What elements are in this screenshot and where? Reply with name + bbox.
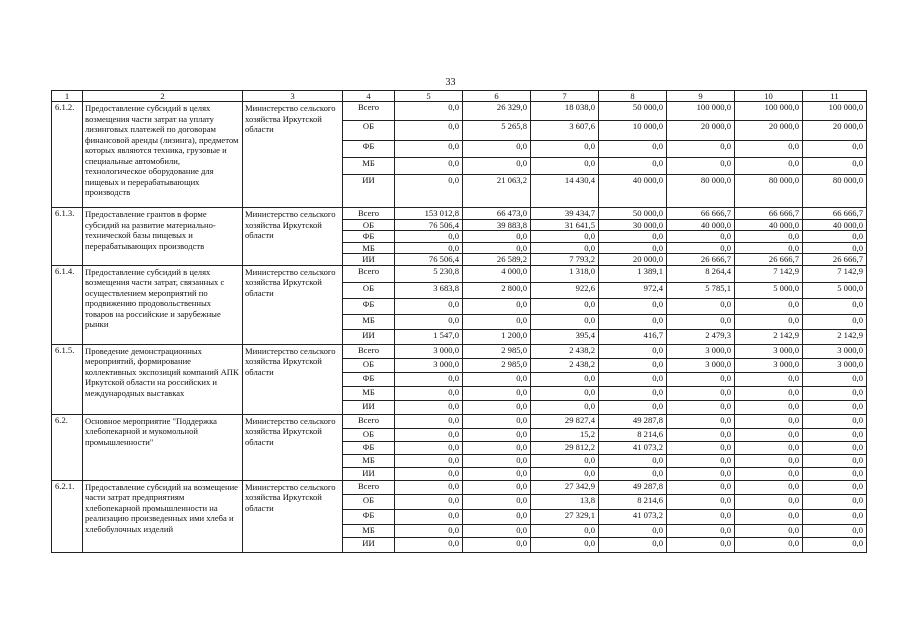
amount-cell: 0,0 bbox=[735, 480, 803, 494]
amount-cell: 0,0 bbox=[803, 298, 867, 314]
amount-cell: 0,0 bbox=[599, 344, 667, 358]
amount-cell: 0,0 bbox=[463, 158, 531, 175]
responsible-agency: Министерство сельского хозяйства Иркутской области bbox=[243, 208, 343, 265]
amount-cell: 3 000,0 bbox=[395, 358, 463, 372]
amount-cell: 0,0 bbox=[395, 121, 463, 141]
funding-source: Всего bbox=[343, 344, 395, 358]
amount-cell: 0,0 bbox=[463, 414, 531, 428]
amount-cell: 39 883,8 bbox=[463, 219, 531, 230]
amount-cell: 13,8 bbox=[531, 494, 599, 509]
amount-cell: 0,0 bbox=[667, 158, 735, 175]
amount-cell: 0,0 bbox=[531, 386, 599, 400]
amount-cell: 7 142,9 bbox=[735, 265, 803, 282]
funding-source: ИИ bbox=[343, 254, 395, 265]
amount-cell: 0,0 bbox=[531, 242, 599, 253]
funding-source: Всего bbox=[343, 265, 395, 282]
amount-cell: 0,0 bbox=[735, 494, 803, 509]
amount-cell: 0,0 bbox=[395, 414, 463, 428]
column-header: 2 bbox=[83, 91, 243, 102]
amount-cell: 0,0 bbox=[735, 414, 803, 428]
amount-cell: 0,0 bbox=[667, 494, 735, 509]
amount-cell: 0,0 bbox=[463, 467, 531, 480]
amount-cell: 3 000,0 bbox=[735, 344, 803, 358]
amount-cell: 3 607,6 bbox=[531, 121, 599, 141]
amount-cell: 76 506,4 bbox=[395, 254, 463, 265]
amount-cell: 41 073,2 bbox=[599, 509, 667, 524]
amount-cell: 2 479,3 bbox=[667, 329, 735, 344]
amount-cell: 0,0 bbox=[735, 537, 803, 552]
amount-cell: 8 214,6 bbox=[599, 428, 667, 441]
amount-cell: 0,0 bbox=[803, 231, 867, 242]
column-header: 4 bbox=[343, 91, 395, 102]
amount-cell: 29 812,2 bbox=[531, 441, 599, 454]
amount-cell: 2 438,2 bbox=[531, 344, 599, 358]
amount-cell: 0,0 bbox=[395, 454, 463, 467]
funding-source: ОБ bbox=[343, 282, 395, 298]
amount-cell: 2 800,0 bbox=[463, 282, 531, 298]
amount-cell: 0,0 bbox=[803, 372, 867, 386]
amount-cell: 5 000,0 bbox=[803, 282, 867, 298]
amount-cell: 0,0 bbox=[803, 428, 867, 441]
amount-cell: 0,0 bbox=[395, 102, 463, 121]
column-header: 5 bbox=[395, 91, 463, 102]
responsible-agency: Министерство сельского хозяйства Иркутской области bbox=[243, 480, 343, 552]
funding-source: МБ bbox=[343, 524, 395, 537]
amount-cell: 0,0 bbox=[667, 509, 735, 524]
amount-cell: 0,0 bbox=[599, 454, 667, 467]
amount-cell: 0,0 bbox=[735, 298, 803, 314]
amount-cell: 0,0 bbox=[803, 524, 867, 537]
amount-cell: 1 389,1 bbox=[599, 265, 667, 282]
measure-name: Предоставление субсидий на возмещение части затрат предприятиям хлебопекарной промышленности на реализацию произведенных ими хлеба и хлебобулочных изделий bbox=[83, 480, 243, 552]
amount-cell: 2 142,9 bbox=[803, 329, 867, 344]
amount-cell: 30 000,0 bbox=[599, 219, 667, 230]
amount-cell: 2 142,9 bbox=[735, 329, 803, 344]
funding-source: Всего bbox=[343, 414, 395, 428]
responsible-agency: Министерство сельского хозяйства Иркутской области bbox=[243, 414, 343, 480]
column-header: 8 bbox=[599, 91, 667, 102]
amount-cell: 5 230,8 bbox=[395, 265, 463, 282]
column-header: 3 bbox=[243, 91, 343, 102]
column-header: 9 bbox=[667, 91, 735, 102]
amount-cell: 3 000,0 bbox=[735, 358, 803, 372]
measure-code: 6.1.2. bbox=[52, 102, 83, 208]
amount-cell: 27 342,9 bbox=[531, 480, 599, 494]
amount-cell: 100 000,0 bbox=[803, 102, 867, 121]
responsible-agency: Министерство сельского хозяйства Иркутской области bbox=[243, 265, 343, 344]
amount-cell: 26 589,2 bbox=[463, 254, 531, 265]
funding-source: ИИ bbox=[343, 329, 395, 344]
measure-name: Предоставление субсидий в целях возмещения части затрат, связанных с осуществлением мероприятий по продвижению продовольственных товаров на российские и зарубежные рынки bbox=[83, 265, 243, 344]
amount-cell: 0,0 bbox=[667, 242, 735, 253]
amount-cell: 0,0 bbox=[803, 494, 867, 509]
amount-cell: 0,0 bbox=[667, 400, 735, 414]
funding-source: ФБ bbox=[343, 298, 395, 314]
table-row bbox=[52, 102, 867, 121]
amount-cell: 0,0 bbox=[803, 537, 867, 552]
amount-cell: 80 000,0 bbox=[803, 175, 867, 208]
amount-cell: 18 038,0 bbox=[531, 102, 599, 121]
amount-cell: 20 000,0 bbox=[599, 254, 667, 265]
amount-cell: 0,0 bbox=[395, 400, 463, 414]
amount-cell: 3 000,0 bbox=[667, 358, 735, 372]
amount-cell: 2 985,0 bbox=[463, 344, 531, 358]
funding-source: ИИ bbox=[343, 537, 395, 552]
amount-cell: 26 329,0 bbox=[463, 102, 531, 121]
amount-cell: 0,0 bbox=[463, 242, 531, 253]
amount-cell: 0,0 bbox=[803, 480, 867, 494]
amount-cell: 49 287,8 bbox=[599, 480, 667, 494]
measure-code: 6.2.1. bbox=[52, 480, 83, 552]
amount-cell: 0,0 bbox=[735, 158, 803, 175]
amount-cell: 0,0 bbox=[667, 454, 735, 467]
amount-cell: 0,0 bbox=[599, 537, 667, 552]
amount-cell: 0,0 bbox=[463, 400, 531, 414]
amount-cell: 76 506,4 bbox=[395, 219, 463, 230]
amount-cell: 0,0 bbox=[667, 386, 735, 400]
amount-cell: 15,2 bbox=[531, 428, 599, 441]
amount-cell: 66 666,7 bbox=[735, 208, 803, 219]
amount-cell: 14 430,4 bbox=[531, 175, 599, 208]
amount-cell: 0,0 bbox=[531, 298, 599, 314]
table-row bbox=[52, 414, 867, 428]
header-row bbox=[52, 91, 867, 102]
funding-source: ФБ bbox=[343, 231, 395, 242]
measure-name: Предоставление грантов в форме субсидий на развитие материально-технической базы пищевых и перерабатывающих производств bbox=[83, 208, 243, 265]
amount-cell: 100 000,0 bbox=[735, 102, 803, 121]
amount-cell: 40 000,0 bbox=[735, 219, 803, 230]
amount-cell: 10 000,0 bbox=[599, 121, 667, 141]
amount-cell: 39 434,7 bbox=[531, 208, 599, 219]
amount-cell: 0,0 bbox=[395, 467, 463, 480]
amount-cell: 0,0 bbox=[735, 467, 803, 480]
amount-cell: 3 683,8 bbox=[395, 282, 463, 298]
amount-cell: 0,0 bbox=[667, 428, 735, 441]
amount-cell: 0,0 bbox=[463, 509, 531, 524]
amount-cell: 0,0 bbox=[531, 537, 599, 552]
amount-cell: 0,0 bbox=[667, 372, 735, 386]
funding-source: ФБ bbox=[343, 372, 395, 386]
amount-cell: 0,0 bbox=[599, 141, 667, 158]
amount-cell: 0,0 bbox=[395, 242, 463, 253]
amount-cell: 20 000,0 bbox=[735, 121, 803, 141]
amount-cell: 0,0 bbox=[735, 441, 803, 454]
amount-cell: 80 000,0 bbox=[667, 175, 735, 208]
amount-cell: 0,0 bbox=[599, 314, 667, 329]
amount-cell: 3 000,0 bbox=[667, 344, 735, 358]
funding-source: ИИ bbox=[343, 175, 395, 208]
amount-cell: 0,0 bbox=[599, 298, 667, 314]
amount-cell: 0,0 bbox=[667, 231, 735, 242]
measure-name: Предоставление субсидий в целях возмещения части затрат на уплату лизинговых платежей по договорам финансовой аренды (лизинга), предметом которых являются техника, грузовые и специальные автомобили, технологическое оборудование для пищевых и перерабатывающих производств bbox=[83, 102, 243, 208]
amount-cell: 0,0 bbox=[735, 372, 803, 386]
column-header: 1 bbox=[52, 91, 83, 102]
measure-code: 6.1.4. bbox=[52, 265, 83, 344]
amount-cell: 5 000,0 bbox=[735, 282, 803, 298]
amount-cell: 0,0 bbox=[667, 141, 735, 158]
amount-cell: 0,0 bbox=[735, 428, 803, 441]
responsible-agency: Министерство сельского хозяйства Иркутской области bbox=[243, 102, 343, 208]
amount-cell: 40 000,0 bbox=[667, 219, 735, 230]
amount-cell: 0,0 bbox=[463, 480, 531, 494]
measure-code: 6.1.5. bbox=[52, 344, 83, 414]
amount-cell: 153 012,8 bbox=[395, 208, 463, 219]
amount-cell: 21 063,2 bbox=[463, 175, 531, 208]
program-funding-table bbox=[51, 90, 867, 553]
amount-cell: 0,0 bbox=[667, 537, 735, 552]
amount-cell: 3 000,0 bbox=[803, 344, 867, 358]
amount-cell: 0,0 bbox=[463, 141, 531, 158]
amount-cell: 0,0 bbox=[531, 372, 599, 386]
funding-source: Всего bbox=[343, 102, 395, 121]
amount-cell: 20 000,0 bbox=[803, 121, 867, 141]
amount-cell: 0,0 bbox=[667, 414, 735, 428]
table-row bbox=[52, 344, 867, 358]
amount-cell: 0,0 bbox=[395, 494, 463, 509]
amount-cell: 0,0 bbox=[667, 467, 735, 480]
amount-cell: 26 666,7 bbox=[803, 254, 867, 265]
amount-cell: 0,0 bbox=[599, 231, 667, 242]
amount-cell: 0,0 bbox=[735, 242, 803, 253]
page-number: 33 bbox=[445, 77, 456, 88]
amount-cell: 0,0 bbox=[599, 400, 667, 414]
amount-cell: 0,0 bbox=[667, 298, 735, 314]
amount-cell: 0,0 bbox=[735, 509, 803, 524]
amount-cell: 0,0 bbox=[463, 386, 531, 400]
amount-cell: 49 287,8 bbox=[599, 414, 667, 428]
amount-cell: 40 000,0 bbox=[803, 219, 867, 230]
funding-source: МБ bbox=[343, 158, 395, 175]
amount-cell: 0,0 bbox=[599, 372, 667, 386]
amount-cell: 41 073,2 bbox=[599, 441, 667, 454]
amount-cell: 0,0 bbox=[531, 141, 599, 158]
amount-cell: 2 438,2 bbox=[531, 358, 599, 372]
funding-source: ОБ bbox=[343, 494, 395, 509]
amount-cell: 0,0 bbox=[803, 454, 867, 467]
amount-cell: 0,0 bbox=[599, 158, 667, 175]
amount-cell: 0,0 bbox=[735, 141, 803, 158]
amount-cell: 0,0 bbox=[803, 386, 867, 400]
amount-cell: 922,6 bbox=[531, 282, 599, 298]
amount-cell: 0,0 bbox=[531, 158, 599, 175]
amount-cell: 66 666,7 bbox=[667, 208, 735, 219]
amount-cell: 31 641,5 bbox=[531, 219, 599, 230]
funding-source: ИИ bbox=[343, 467, 395, 480]
amount-cell: 26 666,7 bbox=[667, 254, 735, 265]
amount-cell: 0,0 bbox=[667, 524, 735, 537]
amount-cell: 0,0 bbox=[599, 242, 667, 253]
column-header: 7 bbox=[531, 91, 599, 102]
funding-source: ФБ bbox=[343, 441, 395, 454]
amount-cell: 0,0 bbox=[735, 386, 803, 400]
amount-cell: 0,0 bbox=[395, 298, 463, 314]
amount-cell: 0,0 bbox=[803, 158, 867, 175]
funding-source: ОБ bbox=[343, 428, 395, 441]
funding-source: ОБ bbox=[343, 121, 395, 141]
funding-source: МБ bbox=[343, 386, 395, 400]
column-header: 6 bbox=[463, 91, 531, 102]
amount-cell: 1 200,0 bbox=[463, 329, 531, 344]
amount-cell: 50 000,0 bbox=[599, 208, 667, 219]
amount-cell: 0,0 bbox=[803, 441, 867, 454]
amount-cell: 0,0 bbox=[395, 372, 463, 386]
amount-cell: 0,0 bbox=[735, 524, 803, 537]
amount-cell: 0,0 bbox=[531, 314, 599, 329]
table-row bbox=[52, 480, 867, 494]
amount-cell: 29 827,4 bbox=[531, 414, 599, 428]
column-header: 10 bbox=[735, 91, 803, 102]
amount-cell: 0,0 bbox=[463, 372, 531, 386]
amount-cell: 0,0 bbox=[803, 414, 867, 428]
amount-cell: 0,0 bbox=[803, 141, 867, 158]
amount-cell: 0,0 bbox=[599, 467, 667, 480]
amount-cell: 0,0 bbox=[531, 467, 599, 480]
funding-source: ОБ bbox=[343, 358, 395, 372]
amount-cell: 26 666,7 bbox=[735, 254, 803, 265]
amount-cell: 0,0 bbox=[531, 454, 599, 467]
amount-cell: 0,0 bbox=[395, 175, 463, 208]
amount-cell: 5 785,1 bbox=[667, 282, 735, 298]
amount-cell: 3 000,0 bbox=[395, 344, 463, 358]
amount-cell: 0,0 bbox=[735, 400, 803, 414]
amount-cell: 20 000,0 bbox=[667, 121, 735, 141]
funding-source: ИИ bbox=[343, 400, 395, 414]
amount-cell: 0,0 bbox=[395, 158, 463, 175]
amount-cell: 395,4 bbox=[531, 329, 599, 344]
amount-cell: 0,0 bbox=[395, 524, 463, 537]
funding-source: МБ bbox=[343, 314, 395, 329]
amount-cell: 0,0 bbox=[667, 441, 735, 454]
amount-cell: 0,0 bbox=[463, 441, 531, 454]
amount-cell: 0,0 bbox=[599, 524, 667, 537]
funding-source: МБ bbox=[343, 454, 395, 467]
amount-cell: 66 666,7 bbox=[803, 208, 867, 219]
amount-cell: 66 473,0 bbox=[463, 208, 531, 219]
measure-name: Основное мероприятие "Поддержка хлебопекарной и мукомольной промышленности" bbox=[83, 414, 243, 480]
amount-cell: 0,0 bbox=[735, 314, 803, 329]
amount-cell: 80 000,0 bbox=[735, 175, 803, 208]
amount-cell: 0,0 bbox=[531, 231, 599, 242]
amount-cell: 0,0 bbox=[395, 509, 463, 524]
amount-cell: 0,0 bbox=[531, 524, 599, 537]
amount-cell: 27 329,1 bbox=[531, 509, 599, 524]
amount-cell: 0,0 bbox=[803, 509, 867, 524]
amount-cell: 0,0 bbox=[395, 231, 463, 242]
amount-cell: 0,0 bbox=[463, 454, 531, 467]
amount-cell: 0,0 bbox=[463, 314, 531, 329]
funding-source: МБ bbox=[343, 242, 395, 253]
table-row bbox=[52, 265, 867, 282]
amount-cell: 1 318,0 bbox=[531, 265, 599, 282]
amount-cell: 0,0 bbox=[599, 358, 667, 372]
measure-code: 6.1.3. bbox=[52, 208, 83, 265]
table-row bbox=[52, 208, 867, 219]
amount-cell: 0,0 bbox=[463, 428, 531, 441]
amount-cell: 0,0 bbox=[395, 537, 463, 552]
amount-cell: 0,0 bbox=[463, 298, 531, 314]
amount-cell: 0,0 bbox=[395, 480, 463, 494]
amount-cell: 0,0 bbox=[395, 428, 463, 441]
funding-source: ФБ bbox=[343, 509, 395, 524]
amount-cell: 972,4 bbox=[599, 282, 667, 298]
funding-source: ФБ bbox=[343, 141, 395, 158]
amount-cell: 50 000,0 bbox=[599, 102, 667, 121]
amount-cell: 0,0 bbox=[803, 400, 867, 414]
amount-cell: 0,0 bbox=[803, 242, 867, 253]
amount-cell: 5 265,8 bbox=[463, 121, 531, 141]
amount-cell: 40 000,0 bbox=[599, 175, 667, 208]
amount-cell: 0,0 bbox=[463, 524, 531, 537]
amount-cell: 8 264,4 bbox=[667, 265, 735, 282]
measure-name: Проведение демонстрационных мероприятий, формирование коллективных экспозиций компаний АПК Иркутской области на российских и международных выставках bbox=[83, 344, 243, 414]
amount-cell: 416,7 bbox=[599, 329, 667, 344]
column-header: 11 bbox=[803, 91, 867, 102]
amount-cell: 0,0 bbox=[395, 386, 463, 400]
amount-cell: 100 000,0 bbox=[667, 102, 735, 121]
amount-cell: 0,0 bbox=[599, 386, 667, 400]
responsible-agency: Министерство сельского хозяйства Иркутской области bbox=[243, 344, 343, 414]
funding-source: ОБ bbox=[343, 219, 395, 230]
amount-cell: 0,0 bbox=[735, 231, 803, 242]
measure-code: 6.2. bbox=[52, 414, 83, 480]
amount-cell: 4 000,0 bbox=[463, 265, 531, 282]
amount-cell: 0,0 bbox=[463, 231, 531, 242]
amount-cell: 0,0 bbox=[531, 400, 599, 414]
funding-source: Всего bbox=[343, 480, 395, 494]
amount-cell: 0,0 bbox=[735, 454, 803, 467]
amount-cell: 0,0 bbox=[667, 480, 735, 494]
amount-cell: 0,0 bbox=[395, 314, 463, 329]
amount-cell: 7 142,9 bbox=[803, 265, 867, 282]
amount-cell: 8 214,6 bbox=[599, 494, 667, 509]
amount-cell: 0,0 bbox=[395, 441, 463, 454]
amount-cell: 0,0 bbox=[463, 537, 531, 552]
amount-cell: 3 000,0 bbox=[803, 358, 867, 372]
amount-cell: 0,0 bbox=[803, 467, 867, 480]
amount-cell: 0,0 bbox=[803, 314, 867, 329]
amount-cell: 0,0 bbox=[395, 141, 463, 158]
amount-cell: 0,0 bbox=[667, 314, 735, 329]
funding-source: Всего bbox=[343, 208, 395, 219]
amount-cell: 7 793,2 bbox=[531, 254, 599, 265]
amount-cell: 1 547,0 bbox=[395, 329, 463, 344]
amount-cell: 2 985,0 bbox=[463, 358, 531, 372]
amount-cell: 0,0 bbox=[463, 494, 531, 509]
